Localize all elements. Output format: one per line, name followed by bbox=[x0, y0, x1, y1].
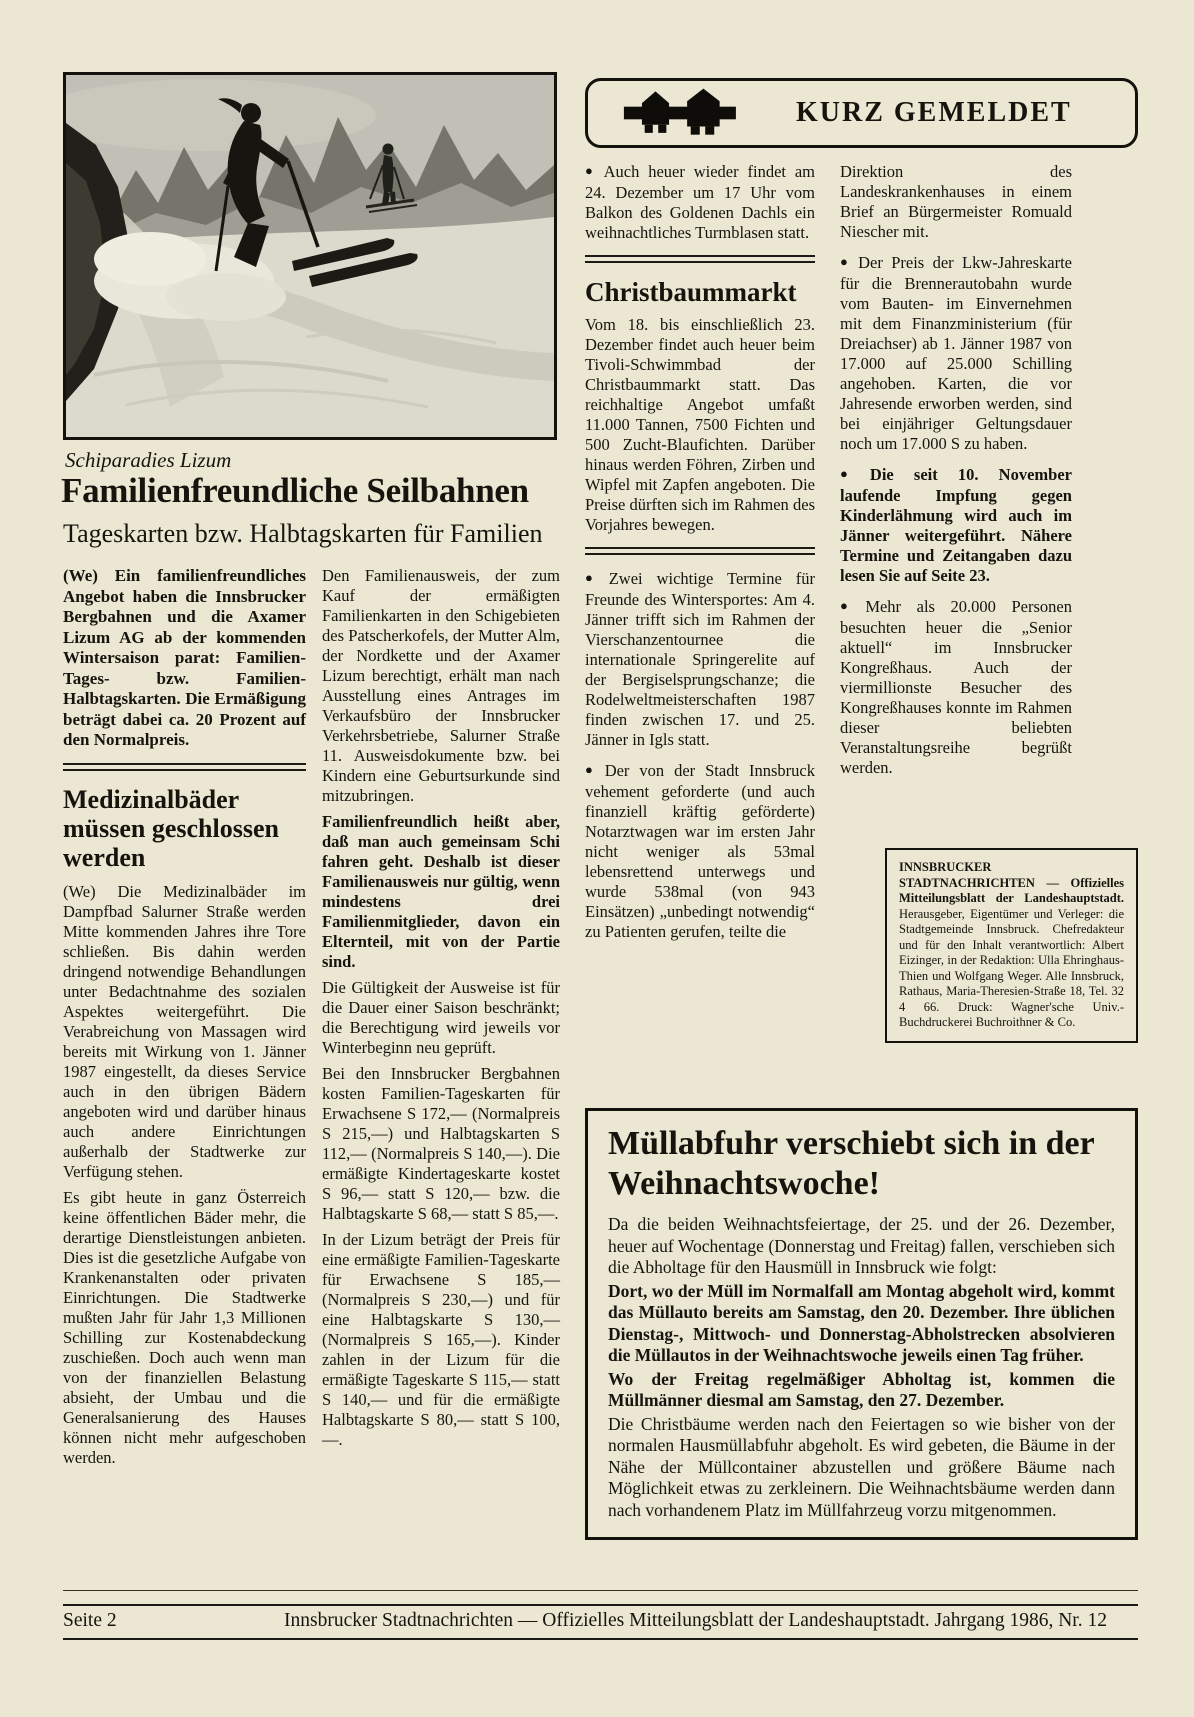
muellabfuhr-paragraph: Die Christbäume werden nach den Feiertagen so wie bisher von der normalen Hausmüllabfuhr abgeholt. Es wird gebeten, die Bäume in der Nähe der Müllcontainer abzustellen und größere Bäume nach Möglichkeit etwas zu zerkleinern. Die Weihnachtsbäume werden dann nach vorhandenem Platz im Müllfahrzeug vorzu mitgenommen. bbox=[608, 1413, 1115, 1520]
news-item-text: Der Preis der Lkw-Jahreskarte für die Brennerautobahn wurde vom Bauten- im Einvernehmen mit dem Finanzministerium (für Dreiachser) ab 1. Jänner 1987 von 17.000 auf 25.000 Schilling angehoben. Karten, die vor Jahresende erworben werden, sind bei einjähriger Geltungsdauer noch um 17.000 S zu haben. bbox=[840, 253, 1072, 453]
christbaummarkt-headline: Christbaummarkt bbox=[585, 277, 797, 307]
ski-photo bbox=[63, 72, 557, 440]
section-divider bbox=[63, 763, 306, 771]
seilbahnen-paragraph: Die Gültigkeit der Ausweise ist für die Dauer einer Saison beschränkt; die Berechtigung wird jeweils vor Winterbeginn neu geprüft. bbox=[322, 978, 560, 1057]
seilbahnen-headline: Familienfreundliche Seilbahnen bbox=[61, 471, 529, 510]
medizinalbaeder-paragraph: (We) Die Medizinalbäder im Dampfbad Salurner Straße werden Mitte kommenden Jahres ihre Tore schließen. Bis dahin werden dringend notwendige Behandlungen unter Bedachtnahme des sozialen Aspektes weitergeführt. Die Verabreichung von Massagen wird bereits mit Wirkung von 1. Jänner 1987 eingestellt, da dieses Service auch in den übrigen Bädern angeboten wird und darüber hinaus auch andere Einrichtungen außerhalb der Stadtwerke zur Verfügung stehen. bbox=[63, 881, 306, 1181]
news-item-text: Auch heuer wieder findet am 24. Dezember um 17 Uhr vom Balkon des Goldenen Dachls ein weihnachtliches Turmblasen statt. bbox=[585, 162, 816, 242]
kurz-gemeldet-title: KURZ GEMELDET bbox=[796, 97, 1072, 128]
news-item-text: Der von der Stadt Innsbruck vehement geforderte (und auch finanziell kräftig geförderte) Notarztwagen war im ersten Jahr nicht weniger als 53mal lebensrettend unterwegs und wurde 538mal (von 943 Einsätzen) „unbedingt notwendig“ zu Patienten gerufen, teilte die bbox=[585, 761, 815, 941]
news-item-text: Die seit 10. November laufende Impfung gegen Kinderlähmung wird auch im Jänner weitergeführt. Nähere Termine und Zeitangaben dazu lesen Sie auf Seite 23. bbox=[840, 465, 1072, 585]
seilbahnen-paragraph: In der Lizum beträgt der Preis für eine ermäßigte Familien-Tageskarte für Erwachsene S 185,— (Normalpreis S 230,—) und für eine Halbtagskarte S 130,— (Normalpreis S 165,—). Kinder zahlen in der Lizum für die ermäßigte Tageskarte S 115,— statt S 140,— und für die ermäßigte Halbtagskarte S 80,— statt S 100,—. bbox=[322, 1230, 560, 1449]
bullet-icon: ● bbox=[585, 163, 598, 178]
muellabfuhr-headline: Müllabfuhr verschiebt sich in der Weihnachtswoche! bbox=[608, 1125, 1095, 1202]
muellabfuhr-paragraph-bold: Dort, wo der Müll im Normalfall am Montag abgeholt wird, kommt das Müllauto bereits am Samstag, den 20. Dezember. Ihre üblichen Dienstag-, Mittwoch- und Donnerstag-Abholstrecken absolvieren die Müllautos in der Weihnachtswoche jeweils einen Tag früher. bbox=[608, 1280, 1115, 1365]
impressum-text: Herausgeber, Eigentümer und Verleger: die Stadtgemeinde Innsbruck. Chefredakteur und für den Inhalt verantwortlich: Albert Eizinger, in der Redaktion: Ulla Ehringhaus-Thien und Wolfgang Weger. Alle Innsbruck, Rathaus, Maria-Theresien-Straße 18, Tel. 32 4 66. Druck: Wagner'sche Univ.-Buchdruckerei Buchroithner & Co. bbox=[899, 906, 1124, 1029]
news-item-turmblasen bbox=[585, 162, 815, 243]
muellabfuhr-paragraph: Da die beiden Weihnachtsfeiertage, der 25. und der 26. Dezember, heuer auf Wochentage (Donnerstag und Freitag) fallen, verschieben sich die Abholtage für den Hausmüll in Innsbruck wie folgt: bbox=[608, 1214, 1115, 1277]
bullet-icon: ● bbox=[840, 466, 864, 481]
news-item-notarztwagen bbox=[585, 761, 815, 942]
kurz-gemeldet-box bbox=[585, 78, 1138, 148]
column-1 bbox=[63, 566, 306, 1474]
bullet-icon: ● bbox=[585, 570, 603, 585]
bullet-icon: ● bbox=[840, 254, 853, 269]
section-divider bbox=[585, 547, 815, 555]
city-towers-logo-icon bbox=[620, 85, 738, 141]
impressum-title: INNSBRUCKER STADTNACHRICHTEN — Offizielles Mitteilungsblatt der Landeshauptstadt. bbox=[899, 860, 1124, 905]
section-divider bbox=[585, 255, 815, 263]
issue-line: Innsbrucker Stadtnachrichten — Offizielles Mitteilungsblatt der Landeshauptstadt. Jahrgang 1986, Nr. 12 bbox=[284, 1610, 1107, 1631]
news-item-impfung bbox=[840, 465, 1072, 586]
column-3 bbox=[585, 162, 815, 948]
column-2 bbox=[322, 566, 560, 1456]
news-item-text: Zwei wichtige Termine für Freunde des Wintersportes: Am 4. Jänner trifft sich im Rahmen der Vierschanzentournee die internationale Springerelite auf der Bergiselsprungschanze; die Rodelweltmeisterschaften 1987 finden zwischen 17. und 25. Jänner in Igls statt. bbox=[585, 569, 815, 749]
impressum-box bbox=[885, 848, 1138, 1043]
news-item-continuation: Direktion des Landeskrankenhauses in einem Brief an Bürgermeister Romuald Niescher mit. bbox=[840, 162, 1072, 241]
seilbahnen-lead: (We) Ein familienfreundliches Angebot haben die Innsbrucker Bergbahnen und die Axamer Lizum AG ab der kommenden Wintersaison parat: Familien-Tages- bzw. Familien-Halbtagskarten. Die Ermäßigung beträgt dabei ca. 20 Prozent auf den Normalpreis. bbox=[63, 566, 306, 749]
page-number: Seite 2 bbox=[63, 1610, 117, 1631]
news-item-lkw-jahreskarte bbox=[840, 253, 1072, 454]
muellabfuhr-box bbox=[585, 1108, 1138, 1540]
photo-caption: Schiparadies Lizum bbox=[65, 448, 232, 472]
ski-scene-illustration bbox=[66, 75, 554, 437]
medizinalbaeder-paragraph: Es gibt heute in ganz Österreich keine öffentlichen Bäder mehr, die derartige Dienstleistungen anbieten. Dies ist die gesetzliche Aufgabe von Krankenanstalten oder privaten Einrichtungen. Die Stadtwerke mußten Jahr für Jahr 1,3 Millionen Schilling zur Kostenabdeckung zuschießen. Doch auch wenn man von der finanziellen Belastung absieht, der Umbau und die Generalsanierung des Hauses können nicht mehr aufgeschoben werden. bbox=[63, 1187, 306, 1467]
footer-rule-band bbox=[63, 1604, 1138, 1640]
seilbahnen-paragraph-bold: Familienfreundlich heißt aber, daß man auch gemeinsam Schi fahren geht. Deshalb ist dieser Familienausweis nur gültig, wenn mindestens drei Familienmitglieder, davon ein Elternteil, mit von der Partie sind. bbox=[322, 812, 560, 971]
column-4 bbox=[840, 162, 1072, 784]
seilbahnen-paragraph: Bei den Innsbrucker Bergbahnen kosten Familien-Tageskarten für Erwachsene S 172,— (Normalpreis S 215,—) und Halbtagskarten S 112,— (Normalpreis S 140,—). Die ermäßigte Kindertageskarte kostet S 96,— statt S 120,— bzw. die Halbtagskarte S 68,— statt S 85,—. bbox=[322, 1064, 560, 1223]
seilbahnen-subheadline: Tageskarten bzw. Halbtagskarten für Familien bbox=[63, 519, 543, 548]
page-footer bbox=[63, 1590, 1138, 1640]
medizinalbaeder-headline: Medizinalbäder müssen geschlossen werden bbox=[63, 784, 279, 872]
bullet-icon: ● bbox=[585, 762, 599, 777]
news-item-wintersport bbox=[585, 569, 815, 750]
news-item-senior-aktuell bbox=[840, 597, 1072, 778]
news-item-text: Mehr als 20.000 Personen besuchten heuer die „Senior aktuell“ im Innsbrucker Kongreßhaus. Auch der viermillionste Besucher des Kongreßhauses konnte im Rahmen dieser beliebten Veranstaltungsreihe begrüßt werden. bbox=[840, 597, 1072, 777]
seilbahnen-paragraph: Den Familienausweis, der zum Kauf der ermäßigten Familienkarten in den Schigebieten des Patscherkofels, der Mutter Alm, der Nordkette und der Axamer Lizum berechtigt, erhält man nach Ausstellung eines Antrages im Verkaufsbüro der Innsbrucker Verkehrsbetriebe, Salurner Straße 11. Ausweisdokumente bzw. bei Kindern eine Geburtsurkunde sind mitzubringen. bbox=[322, 566, 560, 805]
bullet-icon: ● bbox=[840, 598, 860, 613]
muellabfuhr-paragraph-bold: Wo der Freitag regelmäßiger Abholtag ist, kommen die Müllmänner diesmal am Samstag, den 27. Dezember. bbox=[608, 1368, 1115, 1410]
christbaummarkt-paragraph: Vom 18. bis einschließlich 23. Dezember findet auch heuer beim Tivoli-Schwimmbad der Christbaummarkt statt. Das reichhaltige Angebot umfaßt 11.000 Tannen, 7500 Fichten und 500 Zucht-Blaufichten. Darüber hinaus werden Föhren, Zirben und Wipfel mit Zapfen angeboten. Die Preise dürften sich im Rahmen des Vorjahres bewegen. bbox=[585, 315, 815, 534]
